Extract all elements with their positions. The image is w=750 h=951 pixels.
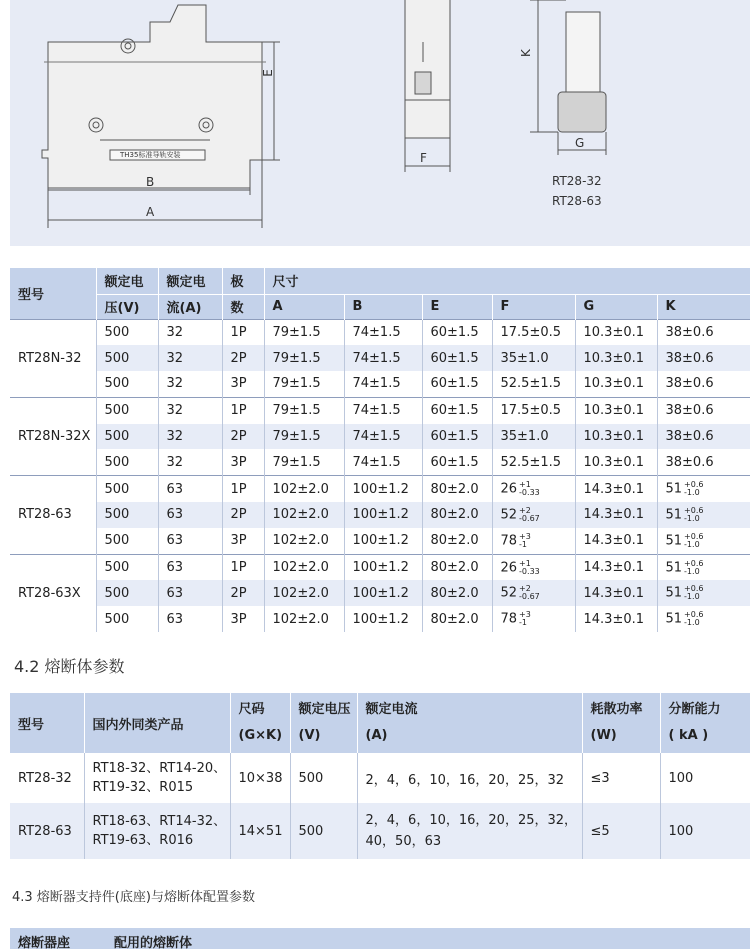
tolerance-upper: +0.6	[684, 480, 704, 490]
voltage-cell: 500	[96, 476, 158, 502]
dim-b-cell: 74±1.5	[344, 424, 422, 450]
dim-a-cell: 79±1.5	[264, 345, 344, 371]
poles-cell: 1P	[222, 476, 264, 502]
dim-f-cell: 35±1.0	[492, 345, 575, 371]
poles-cell: 2P	[222, 502, 264, 528]
current-cell: 63	[158, 580, 222, 606]
tolerance-lower: -1.0	[684, 488, 700, 498]
header-voltage-line2: 压(V)	[96, 294, 158, 319]
tolerance-lower: -0.67	[519, 592, 540, 602]
dim-f-cell: 17.5±0.5	[492, 397, 575, 423]
header-col-e: E	[422, 294, 492, 319]
size-cell: 10×38	[230, 753, 290, 803]
dim-g-cell: 14.3±0.1	[575, 554, 657, 580]
dim-a-cell: 79±1.5	[264, 424, 344, 450]
dim-b-cell: 100±1.2	[344, 554, 422, 580]
dim-b-cell: 74±1.5	[344, 345, 422, 371]
voltage-cell: 500	[290, 753, 357, 803]
dim-e-cell: 80±2.0	[422, 528, 492, 554]
breaking-cell: 100	[660, 753, 750, 803]
header-col-g: G	[575, 294, 657, 319]
voltage-cell: 500	[96, 371, 158, 397]
model-cell: RT28N-32X	[10, 397, 96, 475]
tolerance-lower: -1.0	[684, 618, 700, 628]
header-voltage-line1: 额定电压	[298, 702, 351, 717]
header-fuse: 配用的熔断体	[114, 936, 193, 951]
tolerance-base: 52	[500, 507, 518, 523]
tolerance-upper: +1	[519, 480, 531, 490]
current-cell: 63	[158, 554, 222, 580]
dim-a-cell: 79±1.5	[264, 319, 344, 345]
voltage-cell: 500	[96, 528, 158, 554]
tolerance-lower: -1	[519, 618, 528, 628]
header-size-line1: 尺码	[238, 702, 265, 717]
current-cell	[357, 753, 582, 803]
tolerance-stack	[519, 507, 540, 523]
tolerance-base: 51	[665, 533, 683, 549]
dim-b-cell: 74±1.5	[344, 449, 422, 475]
table-row	[10, 371, 750, 397]
current-line2: 40，50，63	[365, 834, 442, 849]
dim-e-cell: 60±1.5	[422, 449, 492, 475]
dim-label-k: K	[518, 49, 533, 57]
poles-cell: 2P	[222, 345, 264, 371]
header-size-line2: (G×K)	[238, 728, 283, 743]
current-cell: 32	[158, 449, 222, 475]
tolerance-upper: +0.6	[684, 558, 704, 568]
similar-line1: RT18-63、RT14-32、	[92, 814, 227, 829]
dim-k-cell: 38±0.6	[657, 319, 750, 345]
model-cell: RT28N-32	[10, 319, 96, 397]
header-current-line1: 额定电	[158, 268, 222, 294]
similar-products-cell	[84, 803, 230, 859]
similar-line2: RT19-32、R015	[92, 780, 194, 795]
tolerance-upper: +0.6	[684, 531, 704, 541]
tolerance-base: 78	[500, 611, 518, 627]
dim-e-cell: 60±1.5	[422, 397, 492, 423]
tolerance-lower: -1	[519, 539, 528, 549]
header-current-line2: (A)	[365, 728, 388, 743]
voltage-cell: 500	[96, 345, 158, 371]
poles-cell: 3P	[222, 606, 264, 632]
voltage-cell: 500	[96, 319, 158, 345]
poles-cell: 1P	[222, 397, 264, 423]
dim-label-f: F	[420, 151, 427, 165]
tolerance-base: 78	[500, 533, 518, 549]
current-cell: 63	[158, 502, 222, 528]
dim-b-cell: 100±1.2	[344, 606, 422, 632]
header-size	[230, 693, 290, 753]
dim-g-cell: 10.3±0.1	[575, 371, 657, 397]
table-row	[10, 606, 750, 632]
header-poles-line2: 数	[222, 294, 264, 319]
tolerance-base: 52	[500, 585, 518, 601]
table-row	[10, 319, 750, 345]
poles-cell: 2P	[222, 580, 264, 606]
dim-e-cell: 60±1.5	[422, 371, 492, 397]
model-cell: RT28-63X	[10, 554, 96, 632]
header-voltage-line2: (V)	[298, 728, 321, 743]
dim-k-cell	[657, 554, 750, 580]
header-base: 熔断器座	[18, 936, 71, 951]
table-row	[10, 397, 750, 423]
dim-e-cell: 80±2.0	[422, 502, 492, 528]
dim-b-cell: 100±1.2	[344, 502, 422, 528]
voltage-cell: 500	[96, 554, 158, 580]
poles-cell: 2P	[222, 424, 264, 450]
dim-k-cell	[657, 580, 750, 606]
dim-e-cell: 60±1.5	[422, 319, 492, 345]
tolerance-upper: +0.6	[684, 610, 704, 620]
header-power-line2: (W)	[590, 728, 617, 743]
dim-k-cell: 38±0.6	[657, 424, 750, 450]
table-row	[10, 554, 750, 580]
dim-f-cell	[492, 502, 575, 528]
dim-g-cell: 10.3±0.1	[575, 345, 657, 371]
tolerance-stack	[519, 533, 531, 549]
tolerance-upper: +2	[519, 584, 531, 594]
model-cell: RT28-63	[10, 803, 84, 859]
dim-a-cell: 102±2.0	[264, 502, 344, 528]
header-current-line2: 流(A)	[158, 294, 222, 319]
dim-e-cell: 80±2.0	[422, 606, 492, 632]
current-cell	[357, 803, 582, 859]
table-row	[10, 476, 750, 502]
table-row	[10, 502, 750, 528]
dim-a-cell: 79±1.5	[264, 397, 344, 423]
poles-cell: 1P	[222, 554, 264, 580]
tolerance-lower: -1.0	[684, 566, 700, 576]
tolerance-base: 51	[665, 507, 683, 523]
header-power-line1: 耗散功率	[590, 702, 643, 717]
tolerance-stack	[519, 585, 540, 601]
tolerance-lower: -1.0	[684, 539, 700, 549]
similar-line1: RT18-32、RT14-20、	[92, 761, 227, 776]
model-cell: RT28-32	[18, 770, 72, 786]
tolerance-base: 51	[665, 585, 683, 601]
header-voltage-line1: 额定电	[96, 268, 158, 294]
tolerance-stack	[684, 533, 703, 549]
dim-k-cell	[657, 606, 750, 632]
dim-g-cell: 10.3±0.1	[575, 319, 657, 345]
dim-label-g: G	[575, 136, 585, 150]
dim-g-cell: 14.3±0.1	[575, 502, 657, 528]
voltage-cell: 500	[290, 803, 357, 859]
header-col-f: F	[492, 294, 575, 319]
dim-k-cell: 38±0.6	[657, 397, 750, 423]
current-cell: 32	[158, 397, 222, 423]
fuse-holder-drawing	[10, 0, 750, 246]
size-cell: 14×51	[230, 803, 290, 859]
header-col-b: B	[344, 294, 422, 319]
power-cell: ≤3	[582, 753, 660, 803]
dim-b-cell: 100±1.2	[344, 528, 422, 554]
dim-b-cell: 74±1.5	[344, 371, 422, 397]
dim-k-cell: 38±0.6	[657, 449, 750, 475]
table-row	[10, 580, 750, 606]
header-poles-line1: 极	[222, 268, 264, 294]
current-cell: 63	[158, 528, 222, 554]
current-cell: 32	[158, 371, 222, 397]
dim-a-cell: 79±1.5	[264, 449, 344, 475]
voltage-cell: 500	[96, 606, 158, 632]
dim-f-cell	[492, 476, 575, 502]
current-line1: 2，4，6，10，16，20，25，32	[365, 772, 565, 788]
tolerance-upper: +1	[519, 558, 531, 568]
table-row	[10, 345, 750, 371]
dim-a-cell: 102±2.0	[264, 554, 344, 580]
model-cell: RT28-63	[10, 476, 96, 554]
dim-label-a: A	[146, 205, 155, 219]
tolerance-lower: -1.0	[684, 513, 700, 523]
header-current	[357, 693, 582, 753]
dim-a-cell: 102±2.0	[264, 528, 344, 554]
table-row	[10, 424, 750, 450]
dim-a-cell: 102±2.0	[264, 580, 344, 606]
voltage-cell: 500	[96, 580, 158, 606]
dim-e-cell: 60±1.5	[422, 345, 492, 371]
voltage-cell: 500	[96, 424, 158, 450]
dimension-drawing	[10, 0, 750, 246]
tolerance-upper: +0.6	[684, 584, 704, 594]
voltage-cell: 500	[96, 397, 158, 423]
tolerance-base: 51	[665, 560, 683, 576]
dim-e-cell: 80±2.0	[422, 554, 492, 580]
tolerance-base: 26	[500, 481, 518, 497]
dim-g-cell: 14.3±0.1	[575, 606, 657, 632]
dim-f-cell: 35±1.0	[492, 424, 575, 450]
table-row	[10, 449, 750, 475]
header-voltage	[290, 693, 357, 753]
dim-e-cell: 60±1.5	[422, 424, 492, 450]
dim-g-cell: 14.3±0.1	[575, 580, 657, 606]
table-row	[10, 803, 750, 859]
dim-g-cell: 14.3±0.1	[575, 528, 657, 554]
dim-f-cell: 52.5±1.5	[492, 449, 575, 475]
voltage-cell: 500	[96, 502, 158, 528]
dim-g-cell: 10.3±0.1	[575, 397, 657, 423]
dim-f-cell: 52.5±1.5	[492, 371, 575, 397]
current-cell: 32	[158, 345, 222, 371]
header-power	[582, 693, 660, 753]
tolerance-stack	[684, 611, 703, 627]
fuse-model-label-63: RT28-63	[552, 194, 602, 208]
dim-f-cell	[492, 606, 575, 632]
dim-f-cell	[492, 554, 575, 580]
header-similar-products: 国内外同类产品	[84, 693, 230, 753]
tolerance-lower: -0.67	[519, 513, 540, 523]
tolerance-upper: +0.6	[684, 505, 704, 515]
current-cell: 32	[158, 424, 222, 450]
dim-a-cell: 102±2.0	[264, 476, 344, 502]
poles-cell: 3P	[222, 528, 264, 554]
dim-f-cell	[492, 580, 575, 606]
breaking-cell: 100	[660, 803, 750, 859]
header-breaking-capacity	[660, 693, 750, 753]
tolerance-base: 51	[665, 611, 683, 627]
dim-e-cell: 80±2.0	[422, 580, 492, 606]
dim-a-cell: 79±1.5	[264, 371, 344, 397]
dim-a-cell: 102±2.0	[264, 606, 344, 632]
tolerance-lower: -1.0	[684, 592, 700, 602]
section-title-base-config: 4.3 熔断器支持件(底座)与熔断体配置参数	[12, 890, 255, 905]
fuse-param-table	[10, 693, 750, 859]
tolerance-upper: +3	[519, 610, 531, 620]
dim-b-cell: 74±1.5	[344, 319, 422, 345]
tolerance-lower: -0.33	[519, 566, 540, 576]
dim-g-cell: 10.3±0.1	[575, 424, 657, 450]
tolerance-base: 51	[665, 481, 683, 497]
voltage-cell: 500	[96, 449, 158, 475]
dim-k-cell	[657, 476, 750, 502]
dim-e-cell: 80±2.0	[422, 476, 492, 502]
header-current-line1: 额定电流	[365, 702, 418, 717]
power-cell: ≤5	[582, 803, 660, 859]
poles-cell: 3P	[222, 371, 264, 397]
dim-b-cell: 74±1.5	[344, 397, 422, 423]
dim-b-cell: 100±1.2	[344, 476, 422, 502]
header-model: 型号	[10, 693, 84, 753]
tolerance-base: 26	[500, 560, 518, 576]
dim-k-cell	[657, 502, 750, 528]
tolerance-lower: -0.33	[519, 488, 540, 498]
similar-products-cell	[84, 753, 230, 803]
tolerance-upper: +2	[519, 505, 531, 515]
header-model: 型号	[10, 268, 96, 319]
current-cell: 63	[158, 476, 222, 502]
tolerance-stack	[684, 481, 703, 497]
table-row	[10, 753, 750, 803]
similar-line2: RT19-63、R016	[92, 833, 194, 848]
header-breaking-line2: ( kA )	[668, 728, 709, 743]
section-title-fuse-params: 4.2 熔断体参数	[14, 657, 125, 676]
dim-label-b: B	[146, 175, 155, 189]
poles-cell: 1P	[222, 319, 264, 345]
rail-note: TH35标准导轨安装	[120, 151, 181, 159]
dim-g-cell: 10.3±0.1	[575, 449, 657, 475]
tolerance-stack	[519, 611, 531, 627]
tolerance-upper: +3	[519, 531, 531, 541]
header-breaking-line1: 分断能力	[668, 702, 721, 717]
dim-k-cell	[657, 528, 750, 554]
tolerance-stack	[684, 560, 703, 576]
header-col-a: A	[264, 294, 344, 319]
poles-cell: 3P	[222, 449, 264, 475]
current-line1: 2，4，6，10，16，20，25，32，	[365, 813, 578, 828]
dim-label-e: E	[260, 69, 275, 77]
dim-f-cell: 17.5±0.5	[492, 319, 575, 345]
table-row	[10, 528, 750, 554]
base-config-table-header	[10, 928, 750, 949]
tolerance-stack	[519, 481, 540, 497]
dimension-table	[10, 268, 750, 632]
tolerance-stack	[684, 585, 703, 601]
fuse-model-label-32: RT28-32	[552, 174, 602, 188]
header-col-k: K	[657, 294, 750, 319]
current-cell: 63	[158, 606, 222, 632]
tolerance-stack	[519, 560, 540, 576]
dim-k-cell: 38±0.6	[657, 371, 750, 397]
dim-f-cell	[492, 528, 575, 554]
dim-k-cell: 38±0.6	[657, 345, 750, 371]
dim-g-cell: 14.3±0.1	[575, 476, 657, 502]
dim-b-cell: 100±1.2	[344, 580, 422, 606]
tolerance-stack	[684, 507, 703, 523]
current-cell: 32	[158, 319, 222, 345]
header-size: 尺寸	[264, 268, 750, 294]
